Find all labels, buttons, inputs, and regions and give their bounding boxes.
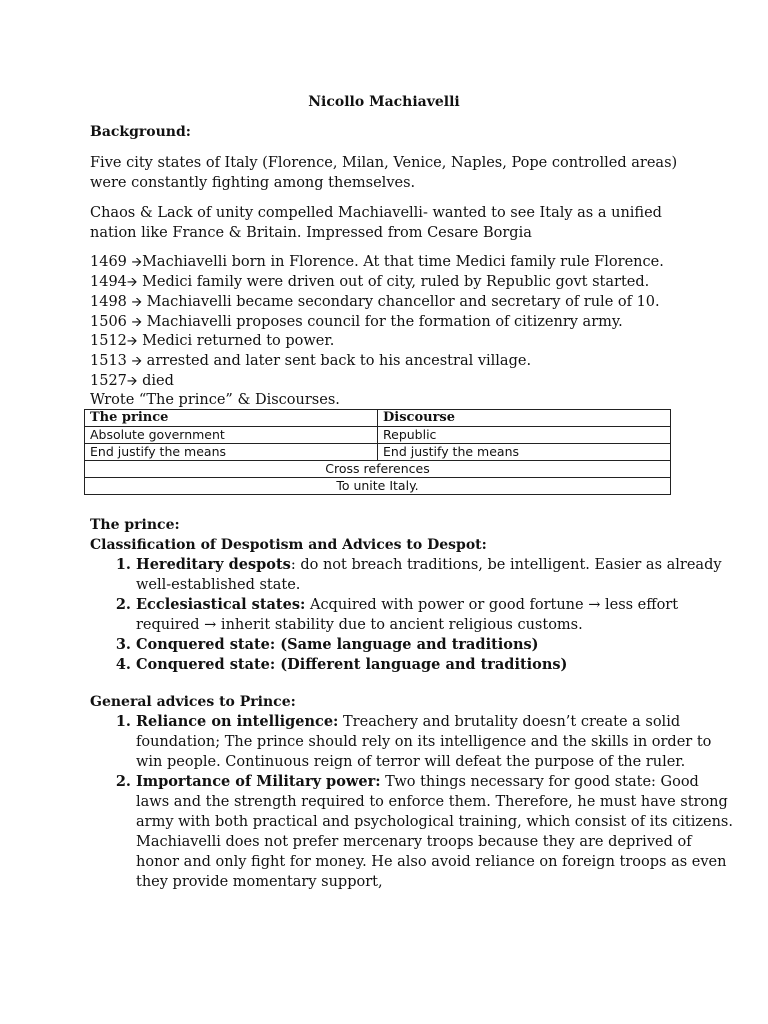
timeline-entry [90,312,623,333]
arrow-right-icon: 🡪 [131,255,143,270]
page-title: Nicollo Machiavelli [308,94,460,110]
prince-subheading: Classification of Despotism and Advices to Despot: [90,537,487,553]
table-header-row [85,410,671,427]
table-span-cell: Cross references [85,461,671,478]
timeline-entry [90,351,531,372]
arrow-right-icon: 🡪 [126,275,138,290]
background-paragraph-1: Five city states of Italy (Florence, Milan, Venice, Naples, Pope controlled areas) were constantly fighting among themselves. [90,155,678,191]
table-cell: Absolute government [85,427,378,444]
list-item [136,595,736,635]
item-text: Acquired with power or good fortune → less effort required → inherit stability due to ancient religious customs. [136,597,679,633]
timeline-text: Machiavelli proposes council for the formation of citizenry army. [142,314,623,330]
table-cell: End justify the means [378,444,671,461]
timeline-year: 1527 [90,373,127,389]
advices-list [90,712,736,892]
timeline-year: 1494 [90,274,127,290]
item-term: Reliance on intelligence: [136,713,339,730]
list-item [136,712,736,772]
timeline-text: Medici returned to power. [137,333,335,349]
comparison-table [84,409,671,495]
table-header-cell: Discourse [378,410,671,427]
item-text: : do not breach traditions, be intelligent. Easier as already well-established state. [136,557,722,593]
list-item [136,635,736,655]
arrow-right-icon: 🡪 [126,374,138,389]
timeline-entry [90,252,664,273]
table-cell: End justify the means [85,444,378,461]
arrow-right-icon: 🡪 [131,295,143,310]
timeline-text: died [137,373,174,389]
arrow-right-icon: 🡪 [131,354,143,369]
table-row [85,444,671,461]
advices-heading: General advices to Prince: [90,694,296,710]
list-item [136,772,736,892]
table-row [85,478,671,495]
item-term: Conquered state: (Same language and traditions) [136,636,539,653]
background-paragraph-2: Chaos & Lack of unity compelled Machiavelli- wanted to see Italy as a unified nation like France & Britain. Impressed from Cesare Borgia [90,205,662,241]
timeline-text: arrested and later sent back to his ancestral village. [142,353,532,369]
timeline-year: 1513 [90,353,132,369]
list-item [136,655,736,675]
timeline-year: 1469 [90,254,132,270]
list-item [136,555,736,595]
table-span-cell: To unite Italy. [85,478,671,495]
prince-heading: The prince: [90,517,180,533]
timeline-year: 1498 [90,294,132,310]
table-row [85,427,671,444]
arrow-right-icon: 🡪 [131,315,143,330]
timeline-text: Machiavelli became secondary chancellor and secretary of rule of 10. [142,294,660,310]
table-header-cell: The prince [85,410,378,427]
table-cell: Republic [378,427,671,444]
item-text: Two things necessary for good state: Good laws and the strength required to enforce them. Therefore, he must have strong army with both practical and psychological training, which consist of its citizens. Machiavelli does not prefer mercenary troops because they are deprived of honor and only fight for money. He also avoid reliance on foreign troops as even they provide momentary support, [136,774,733,890]
item-term: Importance of Military power: [136,773,381,790]
timeline-entry [90,331,334,352]
despotism-list [90,555,736,675]
table-row [85,461,671,478]
timeline-text: Medici family were driven out of city, ruled by Republic govt started. [137,274,650,290]
wrote-line: Wrote “The prince” & Discourses. [90,392,340,408]
item-term: Hereditary despots [136,556,291,573]
timeline-entry [90,292,660,313]
item-term: Conquered state: (Different language and traditions) [136,656,568,673]
arrow-right-icon: 🡪 [126,334,138,349]
timeline-entry [90,272,649,293]
timeline-entry [90,371,174,392]
item-term: Ecclesiastical states: [136,596,306,613]
timeline-text: Machiavelli born in Florence. At that time Medici family rule Florence. [142,254,664,270]
timeline-year: 1506 [90,314,132,330]
item-text: Treachery and brutality doesn’t create a solid foundation; The prince should rely on its intelligence and the skills in order to win people. Continuous reign of terror will defeat the purpose of the ruler. [136,714,712,770]
timeline-year: 1512 [90,333,127,349]
background-heading: Background: [90,124,191,140]
